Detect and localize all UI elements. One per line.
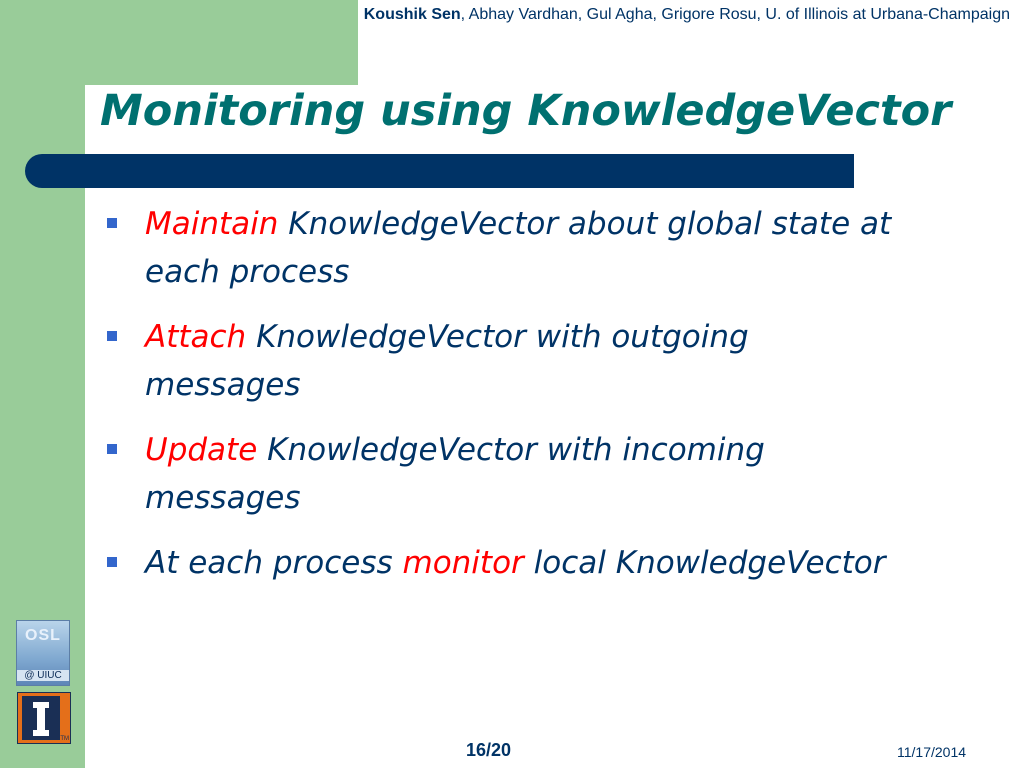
osl-logo-text: OSL <box>25 627 61 644</box>
co-authors: , Abhay Vardhan, Gul Agha, Grigore Rosu, U. of Illinois at Urbana-Champaign <box>460 6 1010 23</box>
uiuc-logo-tile <box>22 696 60 740</box>
block-i-bottom <box>33 730 49 736</box>
square-bullet-icon <box>107 444 117 454</box>
bullet-highlight: Maintain <box>145 206 279 242</box>
bullet-text: KnowledgeVector with outgoing messages <box>145 319 749 403</box>
slide-title: Monitoring using KnowledgeVector <box>100 86 952 136</box>
square-bullet-icon <box>107 331 117 341</box>
title-underline-bar <box>25 154 854 188</box>
bullet-text: KnowledgeVector with incoming messages <box>145 432 765 516</box>
bullet-text: KnowledgeVector about global state at each process <box>145 206 892 290</box>
lead-author: Koushik Sen <box>363 6 461 23</box>
bullet-text-before: At each process <box>145 545 403 581</box>
square-bullet-icon <box>107 557 117 567</box>
bullet-highlight: Update <box>145 432 258 468</box>
author-line <box>360 6 1010 24</box>
bullet-text-after: local KnowledgeVector <box>523 545 886 581</box>
uiuc-logo <box>17 692 71 744</box>
block-i-stem <box>37 708 45 730</box>
bullet-list <box>105 200 895 604</box>
osl-logo-subtext: @ UIUC <box>17 670 69 681</box>
page-number: 16/20 <box>466 740 512 760</box>
bullet-highlight: monitor <box>402 545 524 581</box>
bullet-item-update <box>105 426 895 522</box>
trademark-mark: TM <box>60 736 69 742</box>
bullet-item-monitor <box>105 539 895 587</box>
bullet-item-attach <box>105 313 895 409</box>
slide-date: 11/17/2014 <box>897 744 967 760</box>
square-bullet-icon <box>107 218 117 228</box>
bullet-item-maintain <box>105 200 895 296</box>
top-green-band <box>0 0 358 85</box>
osl-logo <box>16 620 70 686</box>
bullet-highlight: Attach <box>145 319 247 355</box>
